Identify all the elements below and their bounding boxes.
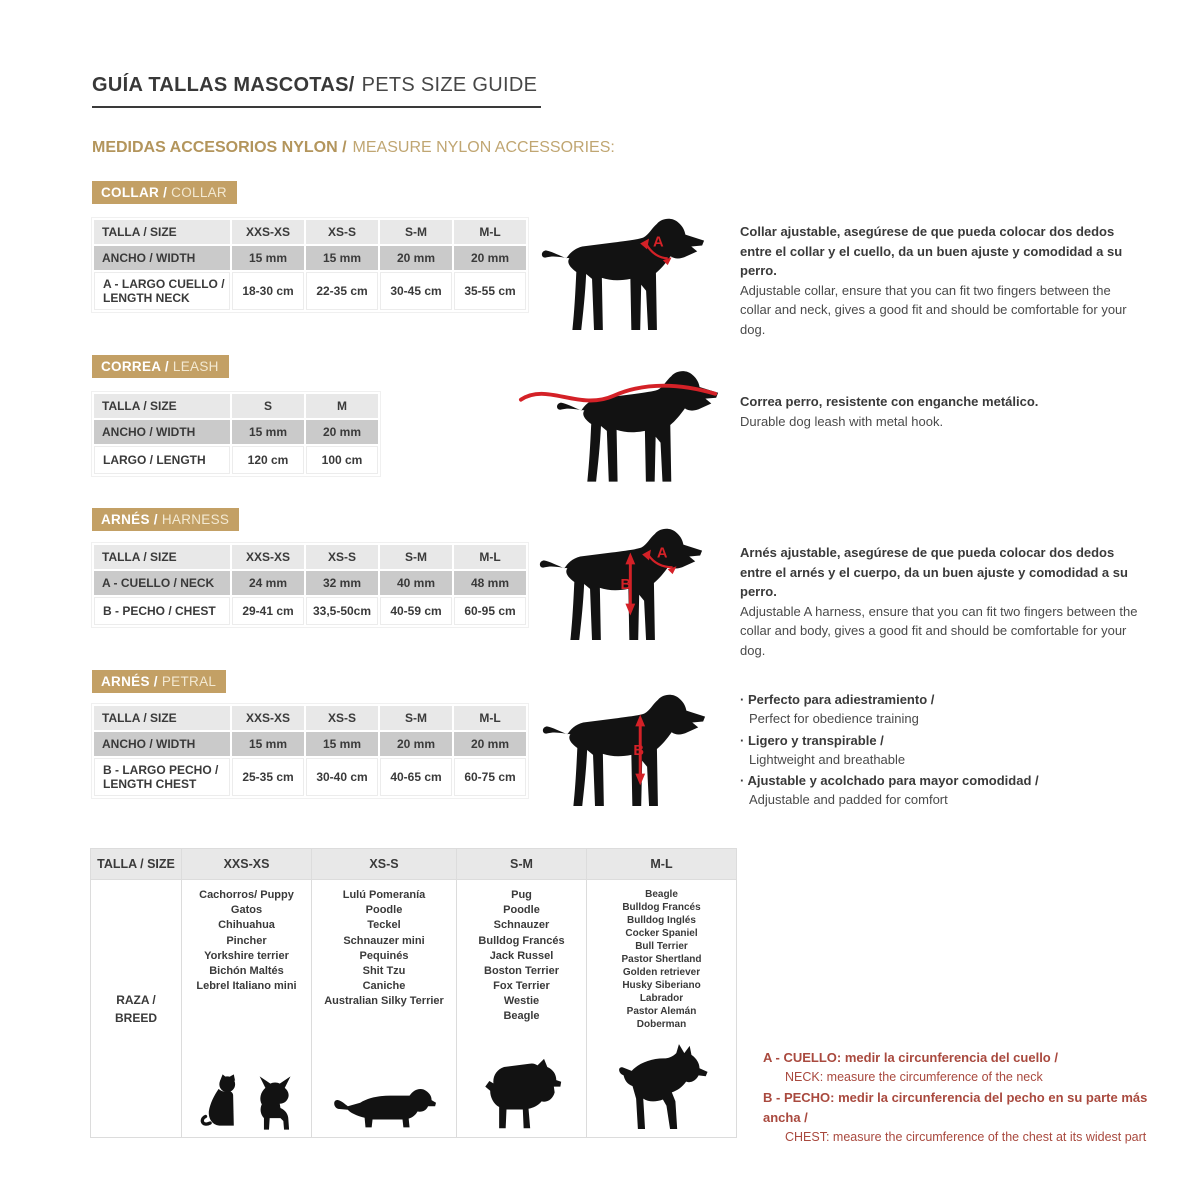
- marker-letter-b: B: [633, 742, 644, 759]
- breed-item: Yorkshire terrier: [204, 949, 289, 962]
- table-cell: 30-45 cm: [380, 272, 452, 310]
- breed-column-xs-s: [311, 880, 456, 1137]
- table-row: [94, 571, 526, 595]
- note-es: A - CUELLO: medir la circunferencia del cuello /: [763, 1050, 1058, 1065]
- page-subtitle-es: MEDIDAS ACCESORIOS NYLON /: [92, 139, 347, 156]
- breed-item: Lulú Pomeranía: [342, 889, 426, 901]
- breed-item: Lebrel Italiano mini: [196, 980, 297, 993]
- breed-item: Teckel: [367, 919, 401, 932]
- leash-size-table: [92, 392, 380, 476]
- breed-list: [457, 880, 586, 1025]
- page-title: [92, 74, 541, 108]
- feature-item: [740, 772, 1150, 810]
- breed-item: Westie: [503, 995, 540, 1008]
- table-cell: 120 cm: [232, 446, 304, 474]
- table-row: [94, 732, 526, 756]
- petral-section-badge: [92, 670, 226, 693]
- harness-section-badge: [92, 508, 239, 531]
- dachshund-silhouette-icon: [332, 1085, 436, 1131]
- note-en: CHEST: measure the circumference of the chest at its widest part: [785, 1129, 1147, 1144]
- table-row: [94, 758, 526, 796]
- table-header-cell: M-L: [586, 849, 736, 879]
- breed-item: Beagle: [645, 889, 678, 900]
- breed-column-xxs-xs: [181, 880, 311, 1137]
- badge-label-es: ARNÉS /: [101, 512, 158, 527]
- leash-section-badge: [92, 355, 229, 378]
- breed-item: Bull Terrier: [635, 941, 688, 952]
- breed-column-s-m: [456, 880, 586, 1137]
- leash-dog-illustration: [518, 366, 723, 486]
- page-title-en: PETS SIZE GUIDE: [361, 74, 538, 96]
- breed-item: Gatos: [230, 904, 263, 917]
- page-subtitle: [92, 139, 615, 157]
- table-header-cell: M: [306, 394, 378, 418]
- table-row: [94, 246, 526, 270]
- note-es: B - PECHO: medir la circunferencia del pecho en su parte más ancha /: [763, 1089, 1148, 1125]
- breed-column-m-l: [586, 880, 736, 1137]
- table-header-cell: S-M: [380, 706, 452, 730]
- row-label-cell: B - PECHO / CHEST: [94, 597, 230, 625]
- table-row: [94, 446, 378, 474]
- breed-item: Chihuahua: [218, 919, 275, 932]
- breed-item: Pastor Shertland: [621, 954, 702, 965]
- table-cell: 15 mm: [232, 420, 304, 444]
- breed-item: Schnauzer: [493, 919, 550, 932]
- breed-item: Bulldog Francés: [478, 934, 565, 947]
- schnauzer-silhouette-icon: [482, 1057, 562, 1131]
- table-row: [94, 420, 378, 444]
- row-label-cell: ANCHO / WIDTH: [94, 732, 230, 756]
- table-header-cell: TALLA / SIZE: [94, 394, 230, 418]
- page-title-es: GUÍA TALLAS MASCOTAS/: [92, 74, 355, 96]
- breed-row-label: RAZA / BREED: [114, 992, 157, 1025]
- feature-en: Lightweight and breathable: [749, 751, 906, 767]
- breed-list: [312, 880, 456, 1009]
- table-row: [94, 272, 526, 310]
- breed-size-table: [90, 848, 737, 1138]
- table-cell: 20 mm: [380, 732, 452, 756]
- harness-dog-illustration: [535, 524, 707, 644]
- table-cell: 100 cm: [306, 446, 378, 474]
- badge-label-es: ARNÉS /: [101, 674, 158, 689]
- table-cell: 20 mm: [454, 732, 526, 756]
- breed-item: Doberman: [636, 1019, 687, 1030]
- table-cell: 33,5-50cm: [306, 597, 378, 625]
- breed-list: [182, 880, 311, 994]
- table-header-cell: XXS-XS: [181, 849, 311, 879]
- breed-item: Poodle: [503, 904, 540, 917]
- table-header-cell: M-L: [454, 706, 526, 730]
- feature-es: · Ligero y transpirable /: [740, 732, 1150, 751]
- petral-features: [740, 691, 1150, 813]
- breed-item: Australian Silky Terrier: [324, 995, 444, 1008]
- harness-size-table: [92, 543, 528, 627]
- breed-list: [587, 880, 736, 1031]
- page-subtitle-en: MEASURE NYLON ACCESSORIES:: [352, 139, 615, 156]
- row-label-cell: LARGO / LENGTH: [94, 446, 230, 474]
- note-item: [763, 1088, 1173, 1148]
- breed-item: Pincher: [226, 934, 267, 947]
- breed-item: Schnauzer mini: [343, 934, 425, 947]
- description-en: Adjustable collar, ensure that you can fit two fingers between the collar and neck, gives a good fit and should be comfortable for your dog.: [740, 282, 1127, 337]
- table-cell: 32 mm: [306, 571, 378, 595]
- breed-item: Caniche: [362, 980, 406, 993]
- table-header-row: [94, 706, 526, 730]
- description-es: Arnés ajustable, asegúrese de que pueda colocar dos dedos entre el arnés y el cuerpo, da un buen ajuste y comodidad a su perro.: [740, 545, 1128, 599]
- table-header-cell: XS-S: [306, 220, 378, 244]
- row-label-cell: A - CUELLO / NECK: [94, 571, 230, 595]
- row-label-cell: B - LARGO PECHO / LENGTH CHEST: [94, 758, 230, 796]
- table-header-cell: M-L: [454, 545, 526, 569]
- feature-en: Adjustable and padded for comfort: [749, 792, 948, 808]
- feature-item: [740, 691, 1150, 729]
- feature-en: Perfect for obedience training: [749, 710, 919, 726]
- table-cell: 60-75 cm: [454, 758, 526, 796]
- table-cell: 48 mm: [454, 571, 526, 595]
- description-es: Collar ajustable, asegúrese de que pueda colocar dos dedos entre el collar y el cuello, da un buen ajuste y comodidad a su perro.: [740, 224, 1123, 278]
- silhouette-row: [312, 1085, 456, 1137]
- table-cell: 20 mm: [306, 420, 378, 444]
- petral-dog-illustration: [538, 690, 710, 810]
- table-header-cell: XS-S: [306, 706, 378, 730]
- doberman-silhouette-icon: [612, 1043, 712, 1131]
- breed-table-body: [91, 880, 736, 1137]
- badge-label-en: COLLAR: [171, 185, 227, 200]
- breed-item: Bulldog Inglés: [627, 915, 696, 926]
- table-header-cell: S-M: [380, 220, 452, 244]
- table-cell: 20 mm: [380, 246, 452, 270]
- measurement-notes: [763, 1048, 1173, 1147]
- table-header-cell: XS-S: [311, 849, 456, 879]
- breed-item: Cachorros/ Puppy: [199, 889, 294, 901]
- table-header-row: [94, 394, 378, 418]
- leash-description: [740, 392, 1142, 431]
- collar-size-table: [92, 218, 528, 312]
- silhouette-row: [587, 1043, 736, 1137]
- row-label-cell: ANCHO / WIDTH: [94, 246, 230, 270]
- table-header-cell: TALLA / SIZE: [94, 706, 230, 730]
- marker-letter-a: A: [652, 234, 664, 251]
- table-row: [94, 597, 526, 625]
- description-es: Correa perro, resistente con enganche metálico.: [740, 394, 1039, 409]
- table-cell: 15 mm: [306, 732, 378, 756]
- breed-item: Fox Terrier: [493, 980, 550, 993]
- table-header-row: [94, 545, 526, 569]
- collar-section-badge: [92, 181, 237, 204]
- table-cell: 20 mm: [454, 246, 526, 270]
- table-cell: 40 mm: [380, 571, 452, 595]
- table-cell: 22-35 cm: [306, 272, 378, 310]
- petral-size-table: [92, 704, 528, 798]
- breed-row-label-cell: [91, 880, 181, 1137]
- table-header-cell: TALLA / SIZE: [94, 545, 230, 569]
- description-en: Adjustable A harness, ensure that you can fit two fingers between the collar and body, gives a good fit and should be comfortable for your dog.: [740, 603, 1138, 658]
- collar-description: [740, 222, 1142, 339]
- silhouette-row: [182, 1073, 311, 1137]
- description-en: Durable dog leash with metal hook.: [740, 413, 944, 429]
- table-header-cell: TALLA / SIZE: [91, 849, 181, 879]
- feature-item: [740, 732, 1150, 770]
- note-en: NECK: measure the circumference of the neck: [785, 1070, 1043, 1085]
- harness-description: [740, 543, 1142, 660]
- table-header-cell: S: [232, 394, 304, 418]
- table-header-cell: S-M: [380, 545, 452, 569]
- badge-label-en: HARNESS: [161, 512, 230, 527]
- collar-dog-illustration: [537, 214, 709, 334]
- chihuahua-silhouette-icon: [251, 1075, 297, 1131]
- table-cell: 29-41 cm: [232, 597, 304, 625]
- table-cell: 35-55 cm: [454, 272, 526, 310]
- row-label-cell: A - LARGO CUELLO / LENGTH NECK: [94, 272, 230, 310]
- row-label-cell: ANCHO / WIDTH: [94, 420, 230, 444]
- table-cell: 18-30 cm: [232, 272, 304, 310]
- breed-item: Bichón Maltés: [209, 964, 284, 977]
- breed-item: Golden retriever: [622, 967, 701, 978]
- cat-silhouette-icon: [197, 1073, 243, 1131]
- table-cell: 40-59 cm: [380, 597, 452, 625]
- breed-item: Boston Terrier: [484, 964, 559, 977]
- marker-letter-a: A: [656, 545, 668, 562]
- badge-label-en: LEASH: [172, 359, 219, 374]
- table-header-cell: XXS-XS: [232, 706, 304, 730]
- table-cell: 24 mm: [232, 571, 304, 595]
- breed-item: Shit Tzu: [362, 964, 406, 977]
- breed-item: Pequinés: [359, 949, 409, 962]
- breed-item: Bulldog Francés: [622, 902, 701, 913]
- table-header-cell: S-M: [456, 849, 586, 879]
- table-header-cell: XXS-XS: [232, 545, 304, 569]
- breed-item: Pastor Alemán: [626, 1006, 697, 1017]
- breed-item: Beagle: [503, 1010, 540, 1023]
- table-cell: 15 mm: [232, 246, 304, 270]
- feature-es: · Ajustable y acolchado para mayor comodidad /: [740, 772, 1150, 791]
- breed-item: Jack Russel: [489, 949, 554, 962]
- table-header-cell: XS-S: [306, 545, 378, 569]
- table-cell: 15 mm: [232, 732, 304, 756]
- table-cell: 60-95 cm: [454, 597, 526, 625]
- badge-label-en: PETRAL: [161, 674, 217, 689]
- breed-table-header: [91, 849, 736, 880]
- table-header-cell: TALLA / SIZE: [94, 220, 230, 244]
- note-item: [763, 1048, 1173, 1088]
- breed-item: Cocker Spaniel: [625, 928, 698, 939]
- table-cell: 25-35 cm: [232, 758, 304, 796]
- table-header-cell: XXS-XS: [232, 220, 304, 244]
- table-header-row: [94, 220, 526, 244]
- badge-label-es: COLLAR /: [101, 185, 168, 200]
- breed-item: Husky Siberiano: [622, 980, 701, 991]
- breed-item: Pug: [511, 889, 532, 901]
- breed-item: Poodle: [365, 904, 403, 917]
- breed-item: Labrador: [639, 993, 684, 1004]
- table-cell: 15 mm: [306, 246, 378, 270]
- table-cell: 30-40 cm: [306, 758, 378, 796]
- table-header-cell: M-L: [454, 220, 526, 244]
- feature-es: · Perfecto para adiestramiento /: [740, 691, 1150, 710]
- badge-label-es: CORREA /: [101, 359, 169, 374]
- silhouette-row: [457, 1057, 586, 1137]
- marker-letter-b: B: [620, 576, 632, 593]
- table-cell: 40-65 cm: [380, 758, 452, 796]
